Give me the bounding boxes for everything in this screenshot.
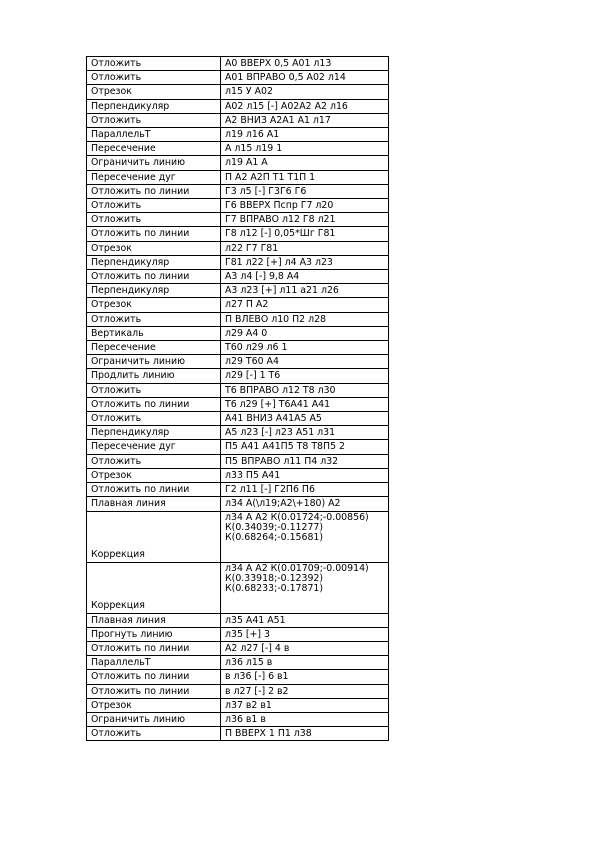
table-row — [87, 712, 389, 726]
command-cell: Отложить по линии — [87, 670, 221, 684]
table-row — [87, 284, 389, 298]
command-cell: Отрезок — [87, 241, 221, 255]
params-cell: А2 ВНИЗ А2А1 А1 л17 — [221, 113, 389, 127]
command-cell: Отложить — [87, 727, 221, 741]
table-row — [87, 369, 389, 383]
params-cell: л19 А1 А — [221, 156, 389, 170]
command-cell: ПараллельТ — [87, 128, 221, 142]
table-row — [87, 562, 389, 613]
command-cell: Отложить — [87, 383, 221, 397]
table-row — [87, 241, 389, 255]
params-cell: л34 А(\л19;А2\+180) А2 — [221, 497, 389, 511]
table-row — [87, 99, 389, 113]
command-cell: Пересечение дуг — [87, 440, 221, 454]
params-cell: в л27 [-] 2 в2 — [221, 684, 389, 698]
command-cell: Отложить по линии — [87, 397, 221, 411]
table-row — [87, 113, 389, 127]
table-row — [87, 255, 389, 269]
command-cell: Отложить по линии — [87, 270, 221, 284]
params-cell: Г3 л5 [-] Г3Г6 Г6 — [221, 184, 389, 198]
params-cell: А01 ВПРАВО 0,5 А02 л14 — [221, 71, 389, 85]
command-cell: Отложить — [87, 454, 221, 468]
command-cell: Перпендикуляр — [87, 426, 221, 440]
table-row — [87, 684, 389, 698]
params-cell: Т6 ВПРАВО л12 Т8 л30 — [221, 383, 389, 397]
table-row — [87, 440, 389, 454]
table-row — [87, 454, 389, 468]
command-cell: Отложить — [87, 199, 221, 213]
table-row — [87, 670, 389, 684]
command-cell: Отрезок — [87, 468, 221, 482]
table-row — [87, 656, 389, 670]
table-row — [87, 426, 389, 440]
params-cell: А2 л27 [-] 4 в — [221, 641, 389, 655]
command-cell: ПараллельТ — [87, 656, 221, 670]
command-cell: Отложить — [87, 312, 221, 326]
command-cell: Коррекция — [87, 562, 221, 613]
command-cell: Ограничить линию — [87, 156, 221, 170]
table-row — [87, 85, 389, 99]
command-cell: Отложить — [87, 113, 221, 127]
params-cell: л33 П5 А41 — [221, 468, 389, 482]
command-cell: Отложить — [87, 57, 221, 71]
commands-table — [86, 56, 389, 741]
command-cell: Отрезок — [87, 85, 221, 99]
params-cell: л19 л16 А1 — [221, 128, 389, 142]
command-cell: Отложить по линии — [87, 483, 221, 497]
command-cell: Прогнуть линию — [87, 627, 221, 641]
command-cell: Отложить по линии — [87, 227, 221, 241]
command-cell: Ограничить линию — [87, 355, 221, 369]
params-cell: П А2 А2П Т1 Т1П 1 — [221, 170, 389, 184]
command-cell: Коррекция — [87, 511, 221, 562]
command-cell: Перпендикуляр — [87, 255, 221, 269]
params-cell: А0 ВВЕРХ 0,5 А01 л13 — [221, 57, 389, 71]
params-cell: л15 У А02 — [221, 85, 389, 99]
table-row — [87, 142, 389, 156]
table-row — [87, 57, 389, 71]
params-cell: л34 А А2 К(0.01724;-0.00856) К(0.34039;-0.11277) К(0.68264;-0.15681) — [221, 511, 389, 562]
params-cell: Г7 ВПРАВО л12 Г8 л21 — [221, 213, 389, 227]
params-cell: л29 А4 0 — [221, 326, 389, 340]
table-row — [87, 613, 389, 627]
params-cell: л37 в2 в1 — [221, 698, 389, 712]
command-cell: Отложить — [87, 213, 221, 227]
command-cell: Отложить — [87, 412, 221, 426]
params-cell: Г6 ВВЕРХ Пспр Г7 л20 — [221, 199, 389, 213]
table-row — [87, 412, 389, 426]
params-cell: л27 П А2 — [221, 298, 389, 312]
command-cell: Отрезок — [87, 298, 221, 312]
command-cell: Плавная линия — [87, 613, 221, 627]
table-row — [87, 213, 389, 227]
params-cell: А02 л15 [-] А02А2 А2 л16 — [221, 99, 389, 113]
params-cell: Т60 л29 л6 1 — [221, 341, 389, 355]
params-cell: л22 Г7 Г81 — [221, 241, 389, 255]
command-cell: Отрезок — [87, 698, 221, 712]
params-cell: П ВЛЕВО л10 П2 л28 — [221, 312, 389, 326]
table-row — [87, 199, 389, 213]
params-cell: л36 л15 в — [221, 656, 389, 670]
params-cell: А3 л23 [+] л11 а21 л26 — [221, 284, 389, 298]
table-row — [87, 298, 389, 312]
table-row — [87, 397, 389, 411]
table-row — [87, 270, 389, 284]
command-cell: Перпендикуляр — [87, 284, 221, 298]
table-row — [87, 383, 389, 397]
params-cell: Т6 л29 [+] Т6А41 А41 — [221, 397, 389, 411]
table-row — [87, 156, 389, 170]
table-row — [87, 170, 389, 184]
params-cell: П5 А41 А41П5 Т8 Т8П5 2 — [221, 440, 389, 454]
table-row — [87, 312, 389, 326]
table-row — [87, 468, 389, 482]
params-cell: л29 Т60 А4 — [221, 355, 389, 369]
command-cell: Отложить по линии — [87, 184, 221, 198]
params-cell: П5 ВПРАВО л11 П4 л32 — [221, 454, 389, 468]
params-cell: л35 [+] 3 — [221, 627, 389, 641]
command-cell: Отложить по линии — [87, 641, 221, 655]
command-cell: Пересечение — [87, 341, 221, 355]
command-cell: Перпендикуляр — [87, 99, 221, 113]
table-row — [87, 511, 389, 562]
command-cell: Вертикаль — [87, 326, 221, 340]
params-cell: в л36 [-] 6 в1 — [221, 670, 389, 684]
params-cell: Г8 л12 [-] 0,05*Шг Г81 — [221, 227, 389, 241]
params-cell: л29 [-] 1 Т6 — [221, 369, 389, 383]
command-cell: Отложить по линии — [87, 684, 221, 698]
command-cell: Отложить — [87, 71, 221, 85]
params-cell: л34 А А2 К(0.01709;-0.00914) К(0.33918;-0.12392) К(0.68233;-0.17871) — [221, 562, 389, 613]
params-cell: л36 в1 в — [221, 712, 389, 726]
table-row — [87, 698, 389, 712]
table-row — [87, 71, 389, 85]
table-row — [87, 128, 389, 142]
params-cell: л35 А41 А51 — [221, 613, 389, 627]
table-row — [87, 341, 389, 355]
command-cell: Пересечение дуг — [87, 170, 221, 184]
params-cell: П ВВЕРХ 1 П1 л38 — [221, 727, 389, 741]
table-row — [87, 227, 389, 241]
params-cell: Г2 л11 [-] Г2П6 П6 — [221, 483, 389, 497]
command-cell: Ограничить линию — [87, 712, 221, 726]
command-cell: Плавная линия — [87, 497, 221, 511]
params-cell: А л15 л19 1 — [221, 142, 389, 156]
params-cell: А41 ВНИЗ А41А5 А5 — [221, 412, 389, 426]
table-row — [87, 727, 389, 741]
table-row — [87, 627, 389, 641]
table-row — [87, 326, 389, 340]
command-cell: Продлить линию — [87, 369, 221, 383]
table-row — [87, 483, 389, 497]
table-row — [87, 184, 389, 198]
command-cell: Пересечение — [87, 142, 221, 156]
commands-table-body — [87, 57, 389, 741]
params-cell: А5 л23 [-] л23 А51 л31 — [221, 426, 389, 440]
table-row — [87, 355, 389, 369]
table-row — [87, 641, 389, 655]
params-cell: Г81 л22 [+] л4 А3 л23 — [221, 255, 389, 269]
params-cell: А3 л4 [-] 9,8 А4 — [221, 270, 389, 284]
table-row — [87, 497, 389, 511]
